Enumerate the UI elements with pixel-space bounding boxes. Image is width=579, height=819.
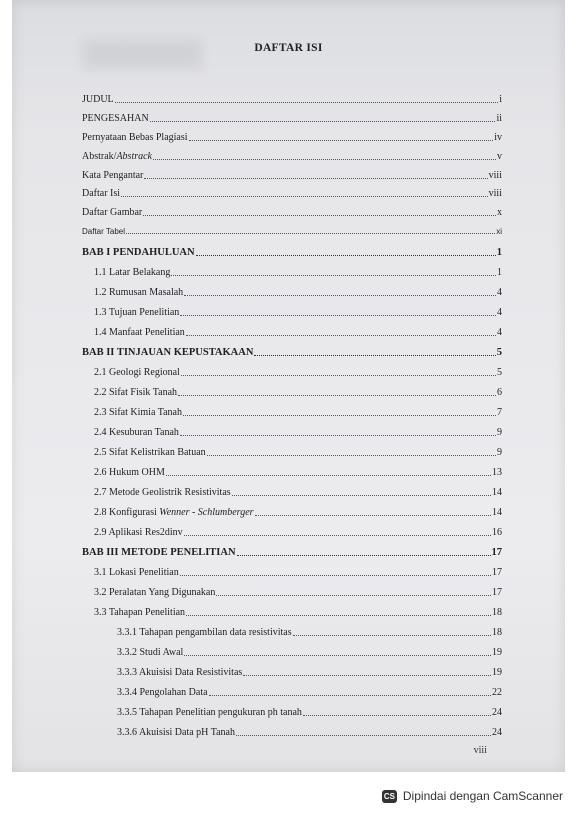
toc-entry-daftar-isi: Daftar Isi viii xyxy=(82,188,502,199)
toc-entry-2-6: 2.6 Hukum OHM 13 xyxy=(94,467,502,478)
toc-entry-2-7: 2.7 Metode Geolistrik Resistivitas 14 xyxy=(94,487,502,498)
page-title: DAFTAR ISI xyxy=(254,42,323,54)
toc-entry-2-1: 2.1 Geologi Regional 5 xyxy=(94,367,502,378)
toc-chapter-1: BAB I PENDAHULUAN 1 xyxy=(82,247,502,258)
toc-entry-3-3-1: 3.3.1 Tahapan pengambilan data resistivitas 18 xyxy=(117,627,502,638)
toc-entry-1-4: 1.4 Manfaat Penelitian 4 xyxy=(94,327,502,338)
camscanner-icon: CS xyxy=(383,791,395,801)
toc-entry-daftar-gambar: Daftar Gambar x xyxy=(82,207,502,218)
toc-entry-pernyataan: Pernyataan Bebas Plagiasi iv xyxy=(82,132,502,143)
scanned-page xyxy=(12,0,565,772)
page-number: viii xyxy=(473,745,487,756)
toc-chapter-2: BAB II TINJAUAN KEPUSTAKAAN 5 xyxy=(82,347,502,358)
toc-entry-judul: JUDUL i xyxy=(82,94,502,105)
toc-entry-2-3: 2.3 Sifat Kimia Tanah 7 xyxy=(94,407,502,418)
toc-entry-1-3: 1.3 Tujuan Penelitian 4 xyxy=(94,307,502,318)
toc-entry-3-1: 3.1 Lokasi Penelitian 17 xyxy=(94,567,502,578)
toc-entry-2-8: 2.8 Konfigurasi Wenner - Schlumberger 14 xyxy=(94,507,502,518)
toc-entry-2-5: 2.5 Sifat Kelistrikan Batuan 9 xyxy=(94,447,502,458)
toc-entry-3-2: 3.2 Peralatan Yang Digunakan 17 xyxy=(94,587,502,598)
toc-entry-2-9: 2.9 Aplikasi Res2dinv 16 xyxy=(94,527,502,538)
toc-entry-3-3-5: 3.3.5 Tahapan Penelitian pengukuran ph tanah 24 xyxy=(117,707,502,718)
toc-chapter-3: BAB III METODE PENELITIAN 17 xyxy=(82,547,502,558)
toc-entry-1-1: 1.1 Latar Belakang 1 xyxy=(94,267,502,278)
toc-entry-3-3-3: 3.3.3 Akuisisi Data Resistivitas 19 xyxy=(117,667,502,678)
toc-entry-2-4: 2.4 Kesuburan Tanah 9 xyxy=(94,427,502,438)
toc-entry-3-3-6: 3.3.6 Akuisisi Data pH Tanah 24 xyxy=(117,727,502,738)
toc-entry-kata-pengantar: Kata Pengantar viii xyxy=(82,170,502,181)
scanner-watermark xyxy=(382,784,563,808)
toc-entry-3-3-4: 3.3.4 Pengolahan Data 22 xyxy=(117,687,502,698)
toc-entry-pengesahan: PENGESAHAN ii xyxy=(82,113,502,124)
toc-entry-abstrak: Abstrak/Abstrack v xyxy=(82,151,502,162)
toc-entry-3-3: 3.3 Tahapan Penelitian 18 xyxy=(94,607,502,618)
toc-entry-3-3-2: 3.3.2 Studi Awal 19 xyxy=(117,647,502,658)
toc-entry-daftar-tabel: Daftar Tabel xi xyxy=(82,227,502,236)
toc-entry-2-2: 2.2 Sifat Fisik Tanah 6 xyxy=(94,387,502,398)
scanner-watermark-text: Dipindai dengan CamScanner xyxy=(402,789,563,803)
toc-entry-1-2: 1.2 Rumusan Masalah 4 xyxy=(94,287,502,298)
